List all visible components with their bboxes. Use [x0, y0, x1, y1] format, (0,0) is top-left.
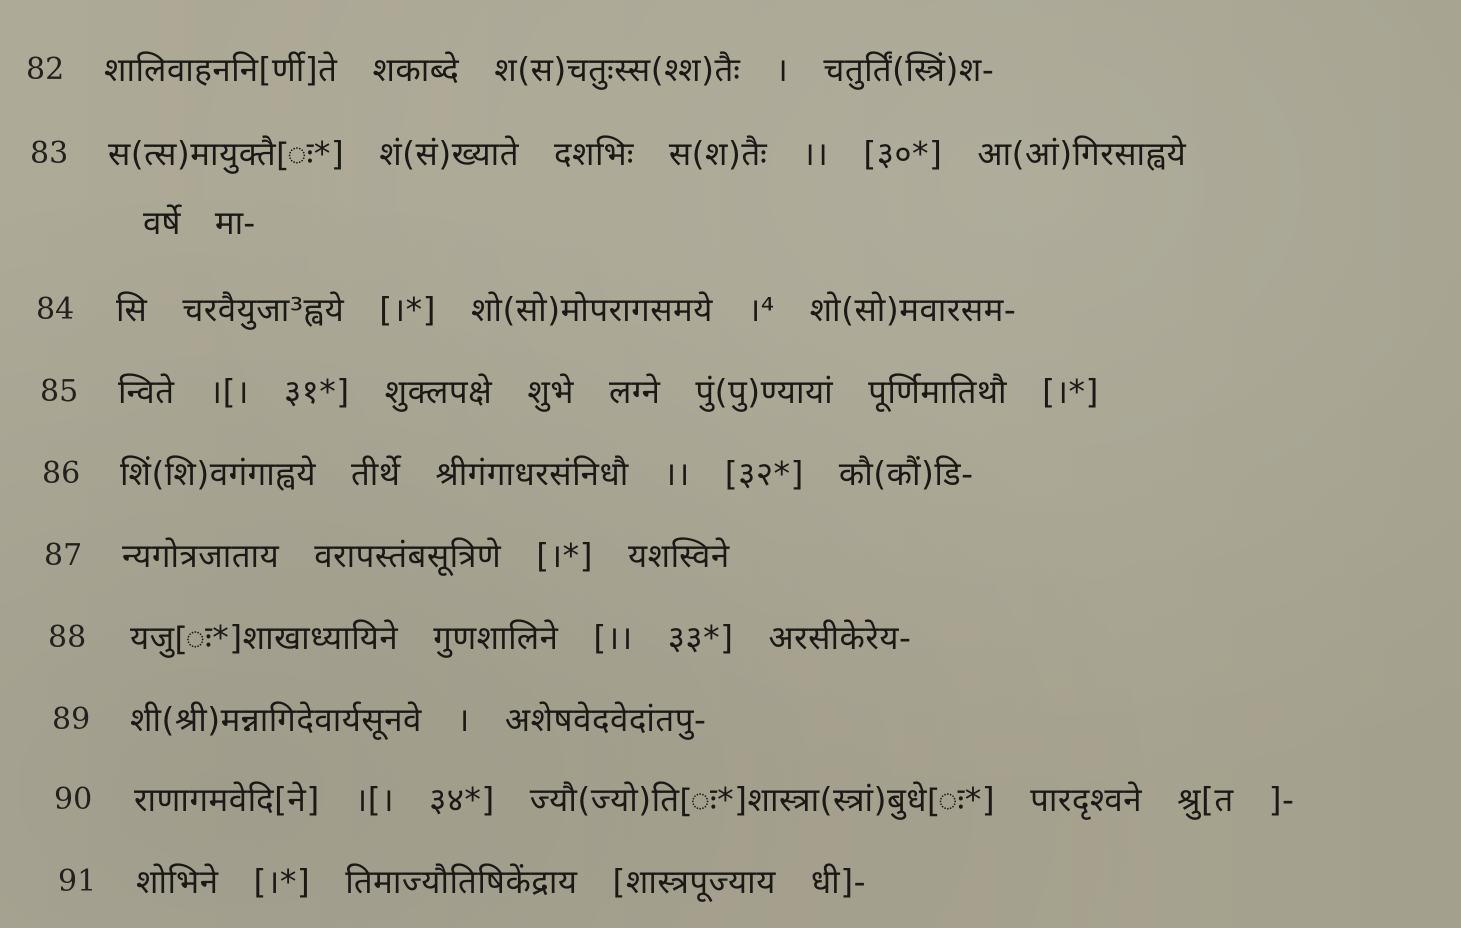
text-line-82 — [26, 40, 1406, 100]
line-number: 89 — [52, 702, 91, 737]
line-text: शोभिने [।*] तिमाज्यौतिषिकेंद्राय [शास्त्रपूज्याय धी]- — [136, 862, 866, 901]
line-number: 85 — [40, 374, 79, 409]
line-text: राणागमवेदि[ने] ।[। ३४*] ज्यौ(ज्यो)ति[ः*]शास्त्रा(स्त्रां)बुधे[ः*] पारदृश्वने श्रु[त ]- — [134, 780, 1295, 819]
line-text: शिं(शि)वगंगाह्वये तीर्थे श्रीगंगाधरसंनिधौ ।। [३२*] कौ(कौं)डि- — [120, 454, 974, 493]
line-number: 88 — [48, 620, 87, 655]
line-text: न्विते ।[। ३१*] शुक्लपक्षे शुभे लग्ने पुं(पु)ण्यायां पूर्णिमातिथौ [।*] — [118, 372, 1099, 411]
text-line-90 — [54, 770, 1434, 830]
line-number: 91 — [58, 864, 97, 899]
line-text: शालिवाहननि[र्णी]ते शकाब्दे श(स)चतुःस्स(श्श)तैः । चतुर्तिं(स्त्रिं)श- — [104, 50, 995, 89]
line-text: न्यगोत्रजाताय वरापस्तंबसूत्रिणे [।*] यशस्विने — [122, 536, 730, 575]
line-text: सि चरवैयुजा³ह्वये [।*] शो(सो)मोपरागसमये ।⁴ शो(सो)मवारसम- — [116, 290, 1017, 329]
line-number: 83 — [30, 136, 69, 171]
text-line-86 — [42, 444, 1292, 504]
line-number: 84 — [36, 292, 75, 327]
line-number: 90 — [54, 782, 93, 817]
text-line-91 — [58, 852, 1158, 912]
line-text: यजु[ः*]शाखाध्यायिने गुणशालिने [।। ३३*] अरसीकेरेय- — [130, 618, 912, 657]
text-line-89 — [52, 690, 952, 750]
line-number: 86 — [42, 456, 81, 491]
text-line-83 — [30, 124, 1430, 184]
text-line-88 — [48, 608, 1148, 668]
text-line-84 — [36, 280, 1336, 340]
text-line-85 — [40, 362, 1380, 422]
line-number: 82 — [26, 52, 65, 87]
line-continuation: वर्षे मा- — [143, 203, 256, 242]
line-number: 87 — [44, 538, 83, 573]
text-line-87 — [44, 526, 944, 586]
line-text: शी(श्री)मन्नागिदेवार्यसूनवे । अशेषवेदवेदांतपु- — [130, 700, 707, 739]
line-text: स(त्स)मायुक्तै[ः*] शं(सं)ख्याते दशभिः स(श)तैः ।। [३०*] आ(आं)गिरसाह्वये — [108, 134, 1187, 173]
